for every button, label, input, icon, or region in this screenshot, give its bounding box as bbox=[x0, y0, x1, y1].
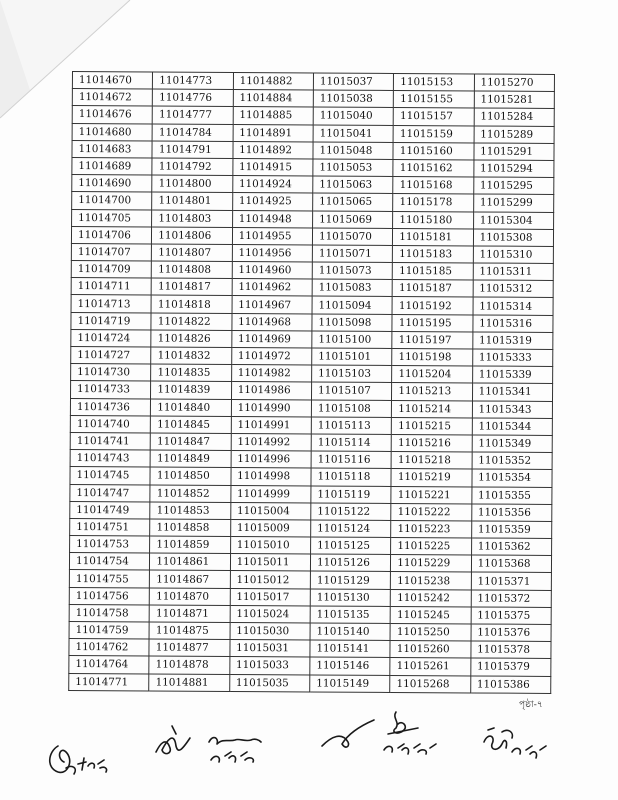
roll-number-cell: 11015159 bbox=[393, 125, 473, 143]
roll-number-cell: 11015372 bbox=[471, 590, 551, 608]
roll-number-cell: 11014870 bbox=[150, 588, 230, 606]
roll-number-cell: 11014803 bbox=[152, 209, 232, 227]
roll-number-cell: 11015355 bbox=[472, 486, 552, 504]
roll-number-cell: 11014791 bbox=[152, 141, 232, 159]
roll-number-cell: 11015071 bbox=[312, 245, 392, 263]
roll-number-cell: 11015375 bbox=[471, 607, 551, 625]
roll-number-cell: 11015053 bbox=[313, 159, 393, 177]
roll-number-cell: 11015284 bbox=[474, 108, 554, 126]
signature-5 bbox=[378, 708, 442, 758]
roll-number-cell: 11014747 bbox=[70, 484, 150, 502]
signature-2 bbox=[150, 722, 196, 760]
roll-number-cell: 11014877 bbox=[149, 639, 229, 657]
roll-number-cell: 11014733 bbox=[71, 381, 151, 399]
roll-number-cell: 11014754 bbox=[69, 553, 149, 571]
roll-number-cell: 11015162 bbox=[393, 159, 473, 177]
roll-number-cell: 11015368 bbox=[471, 555, 551, 573]
page-number: পৃষ্ঠা-৭ bbox=[519, 700, 543, 710]
roll-number-cell: 11014758 bbox=[69, 604, 149, 622]
roll-number-cell: 11014713 bbox=[71, 295, 151, 313]
roll-number-cell: 11014771 bbox=[69, 673, 149, 691]
roll-number-cell: 11014847 bbox=[151, 433, 231, 451]
roll-number-cell: 11015048 bbox=[313, 142, 393, 160]
roll-number-cell: 11014853 bbox=[150, 502, 230, 520]
roll-number-cell: 11015168 bbox=[393, 177, 473, 195]
roll-number-cell: 11015204 bbox=[392, 366, 472, 384]
roll-number-cell: 11015113 bbox=[311, 417, 391, 435]
roll-number-cell: 11014859 bbox=[150, 536, 230, 554]
table-row bbox=[69, 673, 551, 693]
roll-number-cell: 11015289 bbox=[474, 126, 554, 144]
roll-number-cell: 11014998 bbox=[231, 468, 311, 486]
roll-number-cell: 11015037 bbox=[313, 73, 393, 91]
roll-number-cell: 11015033 bbox=[229, 657, 309, 675]
roll-number-cell: 11015181 bbox=[393, 228, 473, 246]
roll-number-cell: 11014784 bbox=[152, 124, 232, 142]
roll-number-cell: 11015103 bbox=[312, 365, 392, 383]
roll-number-cell: 11014818 bbox=[151, 295, 231, 313]
roll-number-cell: 11015101 bbox=[312, 348, 392, 366]
roll-number-cell: 11014707 bbox=[71, 243, 151, 261]
roll-number-cell: 11014756 bbox=[69, 587, 149, 605]
roll-number-cell: 11015216 bbox=[391, 434, 471, 452]
roll-number-cell: 11015094 bbox=[312, 296, 392, 314]
roll-number-cell: 11015192 bbox=[392, 297, 472, 315]
roll-number-cell: 11015354 bbox=[472, 469, 552, 487]
roll-number-cell: 11015339 bbox=[472, 366, 552, 384]
roll-number-cell: 11015219 bbox=[391, 469, 471, 487]
roll-number-cell: 11014759 bbox=[69, 621, 149, 639]
roll-number-cell: 11014755 bbox=[69, 570, 149, 588]
roll-number-cell: 11015004 bbox=[230, 502, 310, 520]
roll-number-cell: 11015098 bbox=[312, 314, 392, 332]
roll-number-cell: 11015024 bbox=[230, 605, 310, 623]
roll-number-cell: 11015124 bbox=[311, 520, 391, 538]
roll-number-cell: 11015349 bbox=[472, 435, 552, 453]
roll-number-cell: 11014925 bbox=[232, 193, 312, 211]
roll-number-cell: 11015198 bbox=[392, 348, 472, 366]
roll-number-cell: 11015011 bbox=[230, 554, 310, 572]
roll-number-cell: 11014700 bbox=[72, 192, 152, 210]
roll-number-cell: 11015122 bbox=[311, 503, 391, 521]
roll-number-cell: 11014850 bbox=[150, 467, 230, 485]
roll-number-cell: 11015213 bbox=[392, 383, 472, 401]
roll-number-cell: 11015155 bbox=[394, 91, 474, 109]
signature-1 bbox=[44, 738, 116, 782]
roll-number-cell: 11015333 bbox=[472, 349, 552, 367]
roll-number-cell: 11014962 bbox=[232, 279, 312, 297]
roll-number-cell: 11015185 bbox=[393, 263, 473, 281]
roll-number-cell: 11014972 bbox=[231, 347, 311, 365]
roll-number-cell: 11014875 bbox=[149, 622, 229, 640]
roll-number-cell: 11015371 bbox=[471, 572, 551, 590]
roll-number-cell: 11015160 bbox=[393, 142, 473, 160]
roll-number-cell: 11015281 bbox=[474, 91, 554, 109]
roll-number-cell: 11015314 bbox=[473, 297, 553, 315]
roll-number-cell: 11014689 bbox=[72, 157, 152, 175]
roll-number-cell: 11014753 bbox=[70, 536, 150, 554]
roll-number-cell: 11015319 bbox=[472, 332, 552, 350]
roll-number-cell: 11015187 bbox=[392, 280, 472, 298]
roll-number-cell: 11014730 bbox=[71, 364, 151, 382]
roll-number-cell: 11014741 bbox=[70, 432, 150, 450]
roll-number-cell: 11014683 bbox=[72, 140, 152, 158]
roll-number-cell: 11014690 bbox=[72, 175, 152, 193]
roll-number-cell: 11015135 bbox=[310, 606, 390, 624]
roll-number-cell: 11014999 bbox=[231, 485, 311, 503]
roll-number-cell: 11014956 bbox=[232, 244, 312, 262]
roll-number-cell: 11014808 bbox=[152, 261, 232, 279]
roll-number-cell: 11015017 bbox=[230, 588, 310, 606]
roll-number-cell: 11014845 bbox=[151, 416, 231, 434]
roll-number-cell: 11014706 bbox=[71, 226, 151, 244]
roll-number-cell: 11015386 bbox=[470, 676, 550, 694]
roll-number-table-body bbox=[69, 72, 555, 694]
roll-number-cell: 11015157 bbox=[393, 108, 473, 126]
roll-number-cell: 11015356 bbox=[471, 504, 551, 522]
roll-number-cell: 11015114 bbox=[311, 434, 391, 452]
roll-number-cell: 11015310 bbox=[473, 246, 553, 264]
roll-number-cell: 11014884 bbox=[233, 90, 313, 108]
roll-number-cell: 11015125 bbox=[311, 537, 391, 555]
roll-number-cell: 11014777 bbox=[153, 106, 233, 124]
roll-number-cell: 11014849 bbox=[150, 450, 230, 468]
roll-number-cell: 11014672 bbox=[72, 89, 152, 107]
roll-number-cell: 11015378 bbox=[471, 641, 551, 659]
roll-number-cell: 11015238 bbox=[391, 572, 471, 590]
roll-number-cell: 11015010 bbox=[230, 537, 310, 555]
roll-number-cell: 11014806 bbox=[152, 227, 232, 245]
roll-number-cell: 11015312 bbox=[473, 280, 553, 298]
roll-number-cell: 11015214 bbox=[392, 400, 472, 418]
roll-number-cell: 11015140 bbox=[310, 623, 390, 641]
roll-number-cell: 11014885 bbox=[233, 107, 313, 125]
roll-number-cell: 11014948 bbox=[232, 210, 312, 228]
roll-number-cell: 11015229 bbox=[391, 555, 471, 573]
roll-number-cell: 11014711 bbox=[71, 278, 151, 296]
roll-number-cell: 11014751 bbox=[70, 518, 150, 536]
roll-number-cell: 11015376 bbox=[471, 624, 551, 642]
roll-number-cell: 11015260 bbox=[390, 641, 470, 659]
roll-number-cell: 11014967 bbox=[232, 296, 312, 314]
roll-number-cell: 11015100 bbox=[312, 331, 392, 349]
roll-number-cell: 11015030 bbox=[230, 622, 310, 640]
roll-number-cell: 11015070 bbox=[312, 228, 392, 246]
signature-6 bbox=[478, 722, 554, 766]
roll-number-cell: 11014924 bbox=[232, 176, 312, 194]
roll-number-cell: 11015295 bbox=[473, 177, 553, 195]
roll-number-cell: 11014764 bbox=[69, 656, 149, 674]
roll-number-cell: 11014891 bbox=[233, 124, 313, 142]
roll-number-cell: 11015268 bbox=[390, 675, 470, 693]
roll-number-cell: 11014996 bbox=[231, 451, 311, 469]
roll-number-cell: 11014986 bbox=[231, 382, 311, 400]
roll-number-cell: 11014773 bbox=[153, 72, 233, 90]
roll-number-cell: 11014749 bbox=[70, 501, 150, 519]
roll-number-cell: 11015130 bbox=[310, 589, 390, 607]
roll-number-cell: 11015038 bbox=[313, 90, 393, 108]
roll-number-cell: 11015316 bbox=[473, 315, 553, 333]
roll-number-cell: 11014858 bbox=[150, 519, 230, 537]
roll-number-cell: 11014881 bbox=[149, 674, 229, 692]
roll-number-cell: 11015012 bbox=[230, 571, 310, 589]
roll-number-cell: 11015149 bbox=[310, 675, 390, 693]
roll-number-cell: 11015344 bbox=[472, 418, 552, 436]
roll-number-cell: 11014871 bbox=[149, 605, 229, 623]
roll-number-cell: 11014992 bbox=[231, 433, 311, 451]
roll-number-cell: 11014762 bbox=[69, 639, 149, 657]
roll-number-cell: 11015107 bbox=[311, 382, 391, 400]
roll-number-cell: 11015129 bbox=[310, 571, 390, 589]
roll-number-cell: 11015141 bbox=[310, 640, 390, 658]
roll-number-cell: 11015343 bbox=[472, 401, 552, 419]
roll-number-cell: 11014680 bbox=[72, 123, 152, 141]
roll-number-cell: 11015215 bbox=[392, 417, 472, 435]
roll-number-cell: 11014968 bbox=[232, 313, 312, 331]
roll-number-cell: 11014991 bbox=[231, 416, 311, 434]
roll-number-cell: 11014719 bbox=[71, 312, 151, 330]
roll-number-cell: 11014835 bbox=[151, 364, 231, 382]
roll-number-cell: 11015073 bbox=[312, 262, 392, 280]
roll-number-cell: 11014852 bbox=[150, 484, 230, 502]
roll-number-cell: 11015118 bbox=[311, 468, 391, 486]
roll-number-cell: 11014807 bbox=[152, 244, 232, 262]
roll-number-cell: 11014969 bbox=[231, 330, 311, 348]
roll-number-cell: 11015069 bbox=[313, 210, 393, 228]
roll-number-cell: 11015311 bbox=[473, 263, 553, 281]
roll-number-cell: 11015291 bbox=[474, 143, 554, 161]
roll-number-cell: 11015009 bbox=[230, 519, 310, 537]
roll-number-cell: 11014990 bbox=[231, 399, 311, 417]
roll-number-cell: 11015065 bbox=[313, 193, 393, 211]
roll-number-cell: 11015304 bbox=[473, 211, 553, 229]
roll-number-cell: 11014826 bbox=[151, 330, 231, 348]
roll-number-cell: 11015270 bbox=[474, 74, 554, 92]
roll-number-cell: 11014878 bbox=[149, 656, 229, 674]
signature-3 bbox=[205, 728, 265, 768]
roll-number-cell: 11014743 bbox=[70, 450, 150, 468]
roll-number-cell: 11014792 bbox=[152, 158, 232, 176]
roll-number-cell: 11015146 bbox=[310, 657, 390, 675]
roll-number-cell: 11015116 bbox=[311, 451, 391, 469]
roll-number-cell: 11015242 bbox=[391, 589, 471, 607]
roll-number-cell: 11014709 bbox=[71, 261, 151, 279]
roll-number-cell: 11014705 bbox=[72, 209, 152, 227]
roll-number-cell: 11014861 bbox=[150, 553, 230, 571]
roll-number-cell: 11014800 bbox=[152, 175, 232, 193]
roll-number-cell: 11014670 bbox=[72, 72, 152, 90]
roll-number-cell: 11014882 bbox=[233, 72, 313, 90]
roll-number-cell: 11015245 bbox=[390, 606, 470, 624]
roll-number-cell: 11015225 bbox=[391, 538, 471, 556]
roll-number-cell: 11014892 bbox=[233, 141, 313, 159]
roll-number-cell: 11014817 bbox=[151, 278, 231, 296]
roll-number-cell: 11015197 bbox=[392, 331, 472, 349]
roll-number-cell: 11014982 bbox=[231, 365, 311, 383]
roll-number-cell: 11015218 bbox=[391, 452, 471, 470]
signature-4 bbox=[318, 716, 378, 752]
roll-number-cell: 11015308 bbox=[473, 229, 553, 247]
roll-number-cell: 11014955 bbox=[232, 227, 312, 245]
roll-number-cell: 11015261 bbox=[390, 658, 470, 676]
roll-number-cell: 11014745 bbox=[70, 467, 150, 485]
roll-number-cell: 11015108 bbox=[311, 400, 391, 418]
roll-number-cell: 11014867 bbox=[150, 570, 230, 588]
roll-number-cell: 11015299 bbox=[473, 194, 553, 212]
roll-number-cell: 11014822 bbox=[151, 313, 231, 331]
roll-number-cell: 11015035 bbox=[229, 674, 309, 692]
roll-number-cell: 11015222 bbox=[391, 503, 471, 521]
roll-number-cell: 11015221 bbox=[391, 486, 471, 504]
roll-number-cell: 11015126 bbox=[310, 554, 390, 572]
roll-number-cell: 11014839 bbox=[151, 381, 231, 399]
roll-number-cell: 11015041 bbox=[313, 125, 393, 143]
roll-number-cell: 11015040 bbox=[313, 107, 393, 125]
roll-number-cell: 11015119 bbox=[311, 485, 391, 503]
roll-number-cell: 11015352 bbox=[472, 452, 552, 470]
roll-number-cell: 11015362 bbox=[471, 538, 551, 556]
roll-number-cell: 11014676 bbox=[72, 106, 152, 124]
roll-number-cell: 11015031 bbox=[230, 640, 310, 658]
roll-number-cell: 11014840 bbox=[151, 399, 231, 417]
roll-number-cell: 11015178 bbox=[393, 194, 473, 212]
roll-number-cell: 11015341 bbox=[472, 383, 552, 401]
roll-number-cell: 11014832 bbox=[151, 347, 231, 365]
roll-number-cell: 11015250 bbox=[390, 623, 470, 641]
roll-number-cell: 11015195 bbox=[392, 314, 472, 332]
roll-number-cell: 11014915 bbox=[233, 158, 313, 176]
roll-number-cell: 11015294 bbox=[474, 160, 554, 178]
roll-number-cell: 11014960 bbox=[232, 262, 312, 280]
roll-number-cell: 11014727 bbox=[71, 346, 151, 364]
roll-number-cell: 11014736 bbox=[70, 398, 150, 416]
roll-number-cell: 11015379 bbox=[470, 658, 550, 676]
roll-number-cell: 11015063 bbox=[313, 176, 393, 194]
roll-number-cell: 11015153 bbox=[394, 73, 474, 91]
roll-number-cell: 11014776 bbox=[153, 89, 233, 107]
roll-number-cell: 11014801 bbox=[152, 192, 232, 210]
roll-number-table bbox=[68, 71, 555, 694]
roll-number-cell: 11014724 bbox=[71, 329, 151, 347]
roll-number-cell: 11015083 bbox=[312, 279, 392, 297]
roll-number-cell: 11015180 bbox=[393, 211, 473, 229]
roll-number-cell: 11015359 bbox=[471, 521, 551, 539]
roll-number-cell: 11014740 bbox=[70, 415, 150, 433]
roll-number-cell: 11015183 bbox=[393, 245, 473, 263]
roll-number-cell: 11015223 bbox=[391, 520, 471, 538]
